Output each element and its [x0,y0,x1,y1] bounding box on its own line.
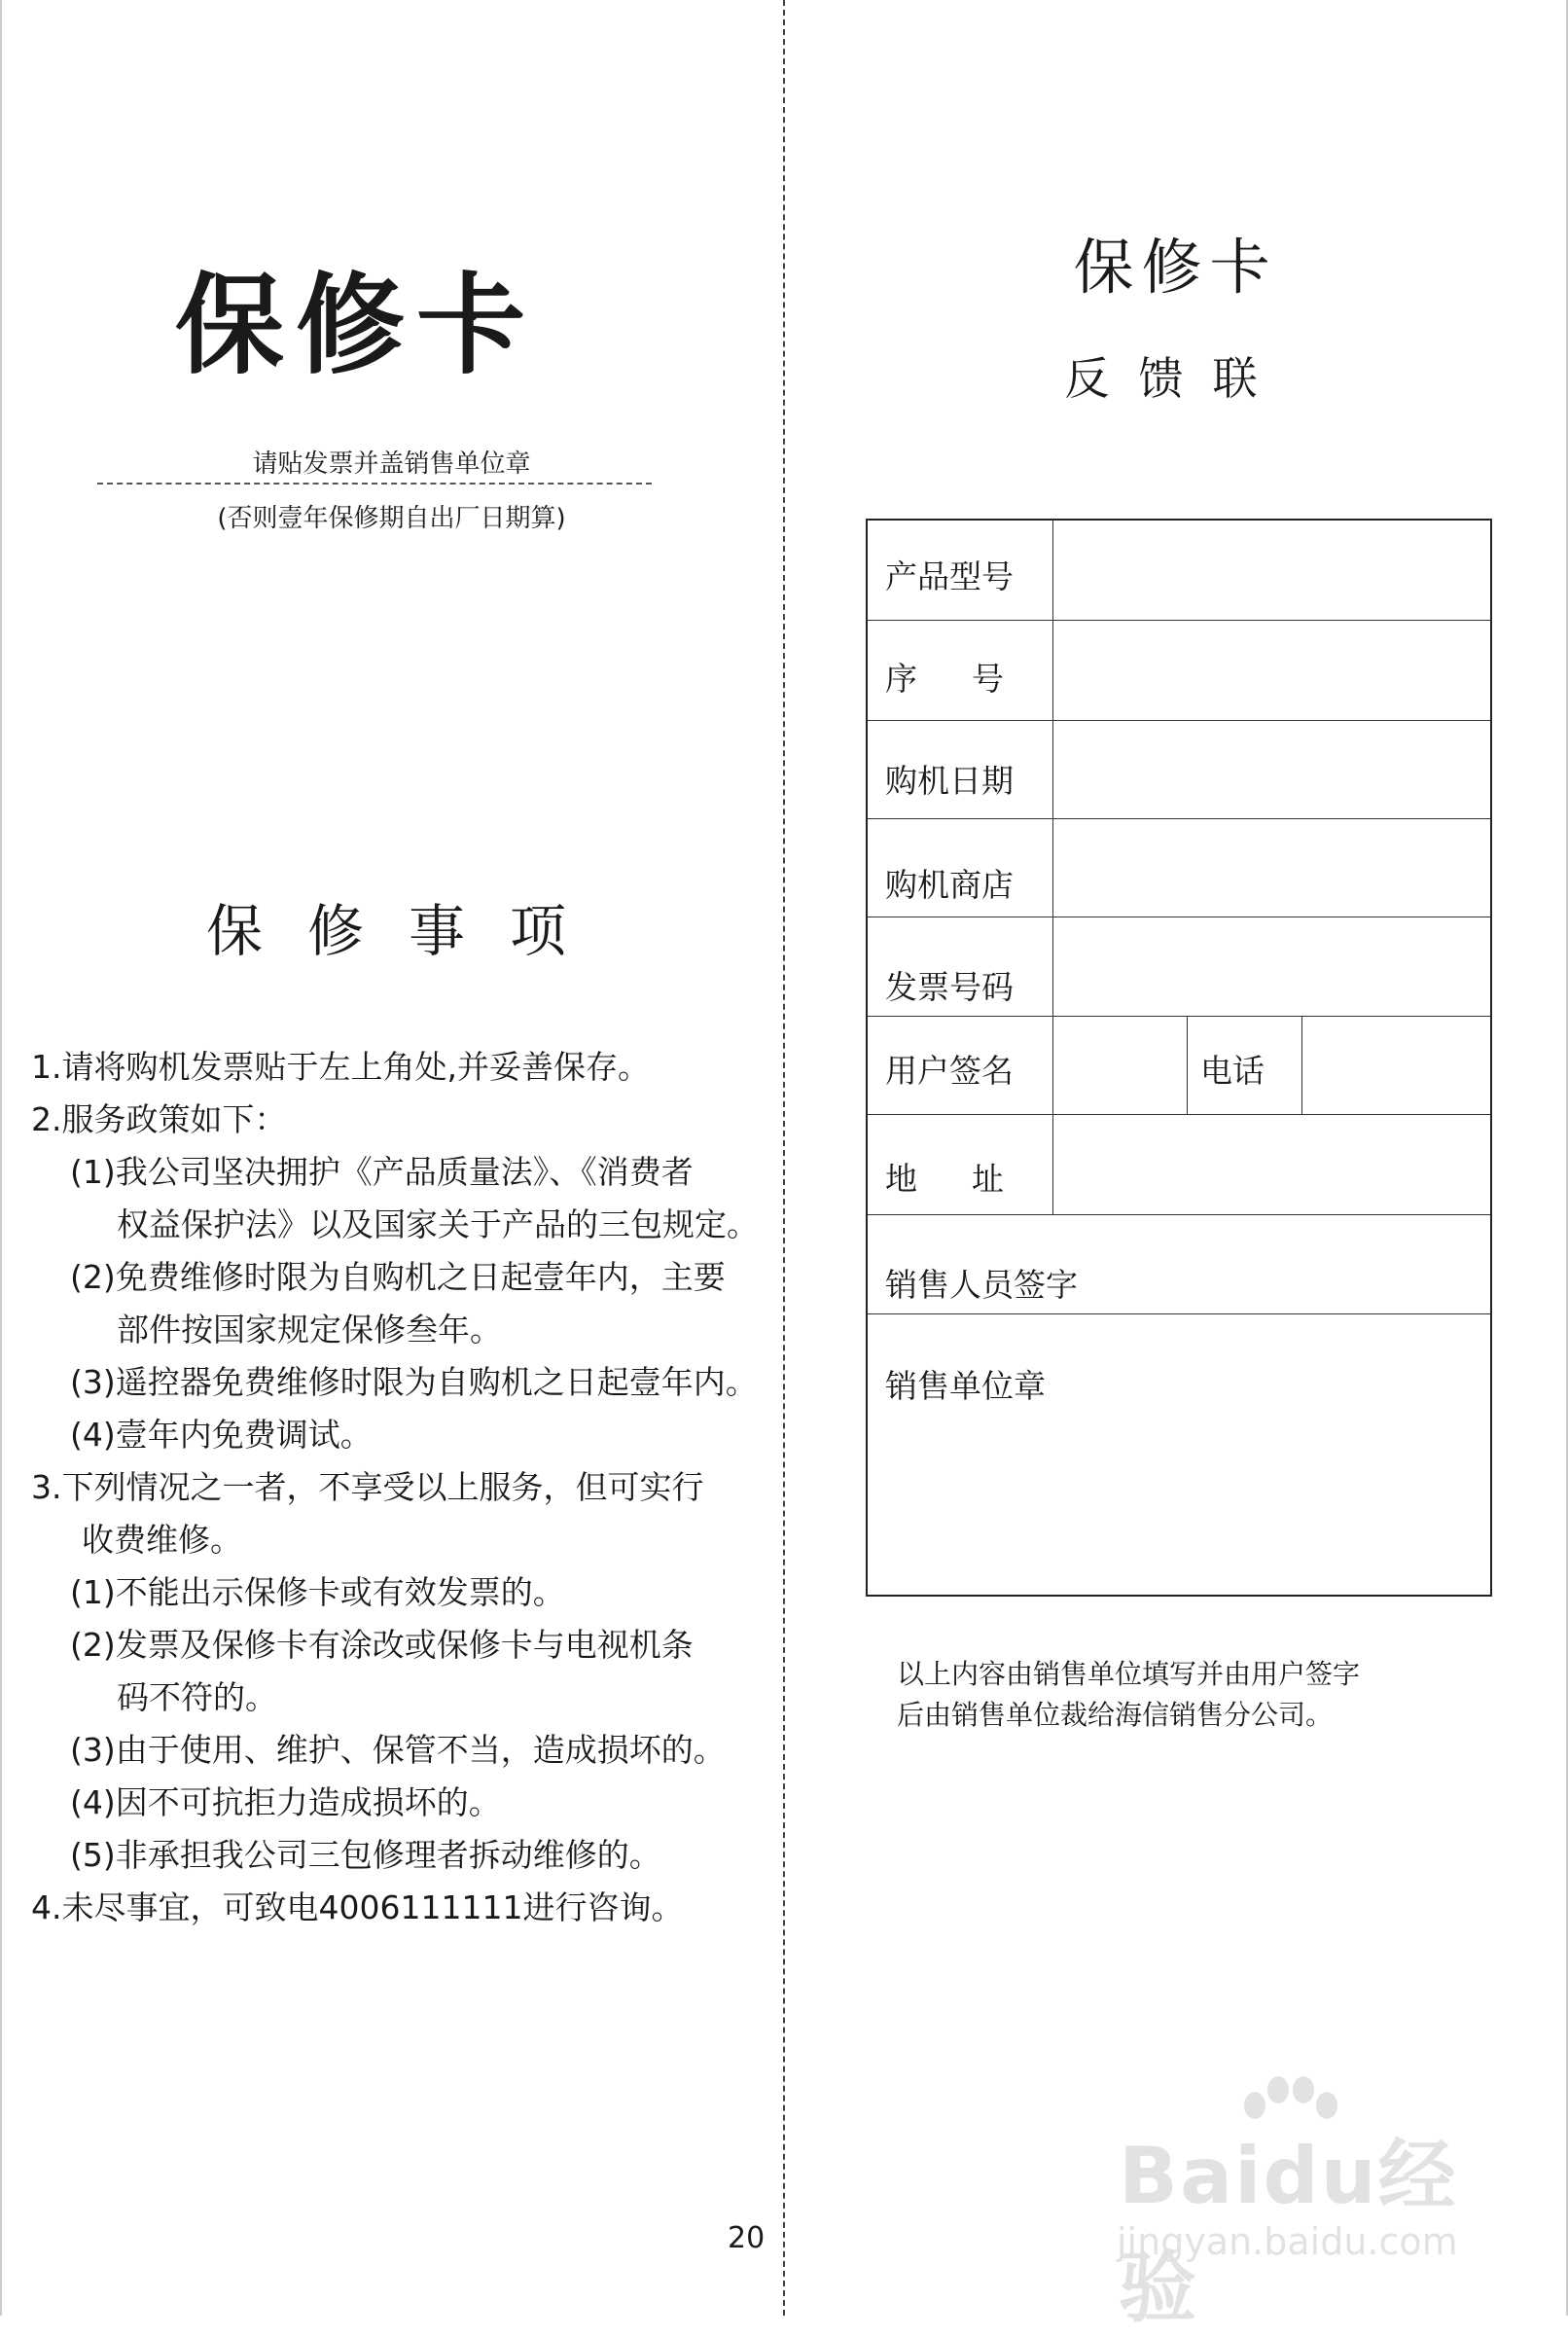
column-divider [1052,721,1053,818]
form-row-store [868,819,1490,917]
warranty-terms-title: 保修事项 [205,898,611,964]
rule-line: 码不符的。 [117,1678,277,1716]
rule-line: 2.服务政策如下： [31,1100,287,1138]
rule-line: (3)遥控器免费维修时限为自购机之日起壹年内。 [70,1363,758,1401]
watermark-url: jingyan.baidu.com [1117,2220,1458,2263]
page-number: 20 [728,2221,766,2255]
form-row-address [868,1115,1490,1215]
column-divider [1052,521,1053,620]
column-divider [1052,1017,1053,1114]
warranty-rules [31,1041,770,1934]
rule-line: 4.未尽事宜，可致电4006111111进行咨询。 [31,1888,684,1926]
label-store: 购机商店 [885,866,1014,904]
rule-line: (5)非承担我公司三包修理者拆动维修的。 [70,1836,661,1874]
column-divider [1052,621,1053,720]
rule-line: (1)我公司坚决拥护《产品质量法》、《消费者 [70,1153,694,1191]
column-divider [1052,819,1053,917]
rule-line: 收费维修。 [82,1521,242,1559]
invoice-subnote: (否则壹年保修期自出厂日期算) [217,504,566,533]
invoice-note: 请贴发票并盖销售单位章 [252,449,531,479]
invoice-dashed-line [97,483,652,485]
form-row-sales-signature [868,1215,1490,1314]
feedback-card-title: 保修卡 [1073,232,1278,303]
watermark-logo: Baidu经验 [1119,2131,1458,2333]
footnote-line-2: 后由销售单位裁给海信销售分公司。 [897,1699,1334,1731]
label-signature: 用户签名 [885,1052,1014,1090]
warranty-card-title: 保修卡 [175,263,537,389]
page-edge-left [0,0,2,2316]
rule-line: 部件按国家规定保修叁年。 [117,1311,502,1348]
feedback-footnote [897,1654,1360,1736]
label-phone: 电话 [1200,1052,1265,1090]
footnote-line-1: 以上内容由销售单位填写并由用户签字 [897,1658,1361,1690]
label-purchase-date: 购机日期 [885,762,1014,800]
form-row-invoice-no [868,917,1490,1017]
rule-line: (1)不能出示保修卡或有效发票的。 [70,1573,565,1611]
form-row-signature [868,1017,1490,1115]
column-divider [1052,1115,1053,1214]
form-row-serial [868,621,1490,721]
rule-line: 3.下列情况之一者，不享受以上服务，但可实行 [31,1468,704,1506]
feedback-card-subtitle: 反馈联 [1064,352,1287,405]
form-row-model [868,521,1490,621]
column-divider [1052,917,1053,1016]
label-model: 产品型号 [885,557,1014,595]
baidu-watermark [1109,2072,1488,2333]
label-serial: 序号 [885,660,1058,698]
rule-line: (2)免费维修时限为自购机之日起壹年内，主要 [70,1258,726,1296]
rule-line: 1.请将购机发票贴于左上角处,并妥善保存。 [31,1048,650,1086]
rule-line: (3)由于使用、维护、保管不当，造成损坏的。 [70,1731,726,1769]
feedback-form-table [866,519,1492,1597]
rule-line: 权益保护法》以及国家关于产品的三包规定。 [117,1205,759,1243]
label-invoice-no: 发票号码 [885,968,1014,1006]
label-sales-stamp: 销售单位章 [885,1367,1046,1405]
column-divider [1187,1017,1188,1114]
column-divider [1301,1017,1302,1114]
rule-line: (2)发票及保修卡有涂改或保修卡与电视机条 [70,1626,694,1664]
label-address: 地址 [885,1160,1058,1198]
form-row-purchase-date [868,721,1490,819]
label-sales-signature: 销售人员签字 [885,1266,1078,1304]
rule-line: (4)因不可抗拒力造成损坏的。 [70,1783,501,1821]
rule-line: (4)壹年内免费调试。 [70,1416,373,1454]
form-row-sales-stamp [868,1314,1490,1597]
